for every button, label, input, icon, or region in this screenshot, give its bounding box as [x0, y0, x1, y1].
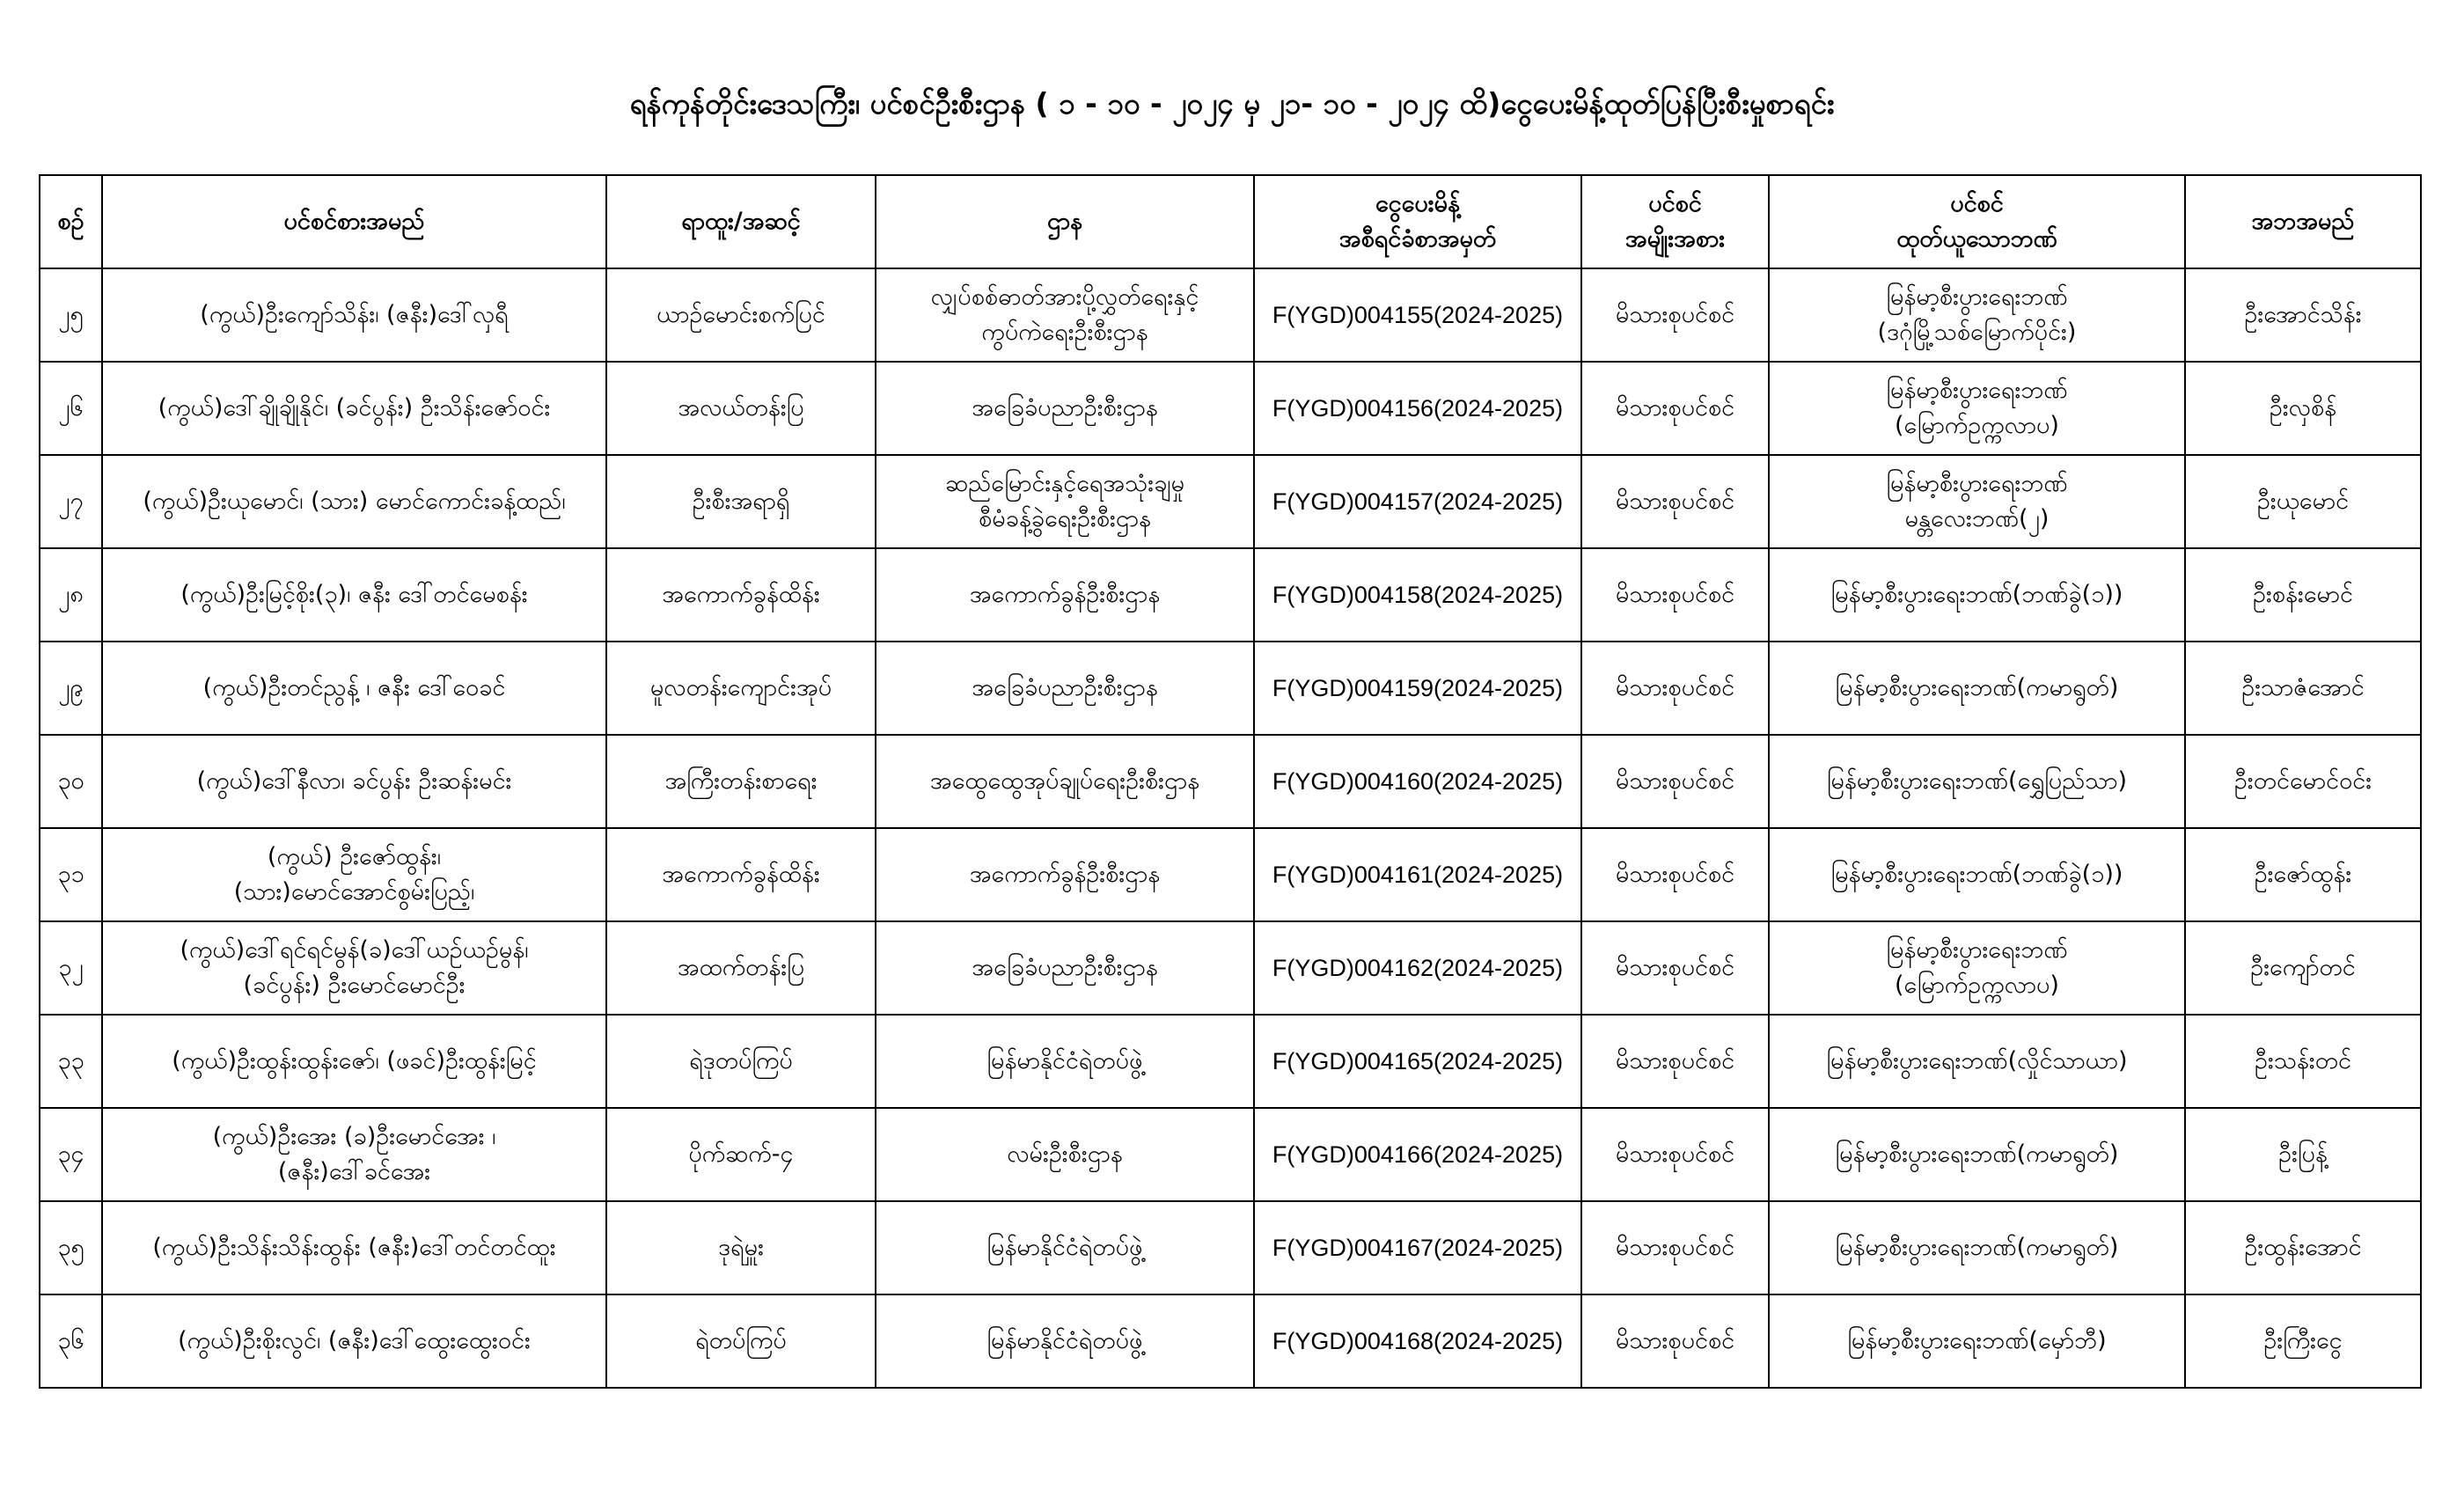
cell-rank-line: ယာဉ်မောင်းစက်ပြင် — [656, 301, 825, 328]
cell-bank-line: (မြောက်ဥက္ကလာပ) — [1895, 972, 2059, 999]
cell-pensioner-name-line: (ကွယ်)ဦးမြင့်စိုး(၃)၊ ဇနီး ဒေါ်တင်မေစန်း — [180, 581, 528, 608]
table-row — [40, 268, 2421, 362]
cell-pensioner-name-line: (ကွယ်)ဒေါ်ချိုချိုနိုင်၊ (ခင်ပွန်း) ဦးသိန်းဇော်ဝင်း — [158, 394, 551, 422]
cell-rank-line: ဦးစီးအရာရှိ — [692, 488, 790, 515]
cell-rank-line: အကြီးတန်းစာရေး — [664, 767, 818, 795]
cell-pension-type: မိသားစုပင်စင် — [1581, 1294, 1769, 1388]
cell-no: ၂၅ — [40, 268, 102, 362]
cell-father-name: ဦးလှစိန် — [2185, 362, 2421, 455]
cell-bank — [1769, 1201, 2185, 1294]
cell-bank-line: မြန်မာ့စီးပွားရေးဘဏ်(ရွှေပြည်သာ) — [1826, 767, 2128, 795]
cell-rank — [606, 1015, 876, 1108]
cell-pensioner-name — [102, 548, 606, 642]
cell-bank-line: မြန်မာ့စီးပွားရေးဘဏ်(ကမာရွတ်) — [1835, 674, 2119, 701]
table-body — [40, 268, 2421, 1388]
cell-order-number: F(YGD)004156(2024-2025) — [1254, 362, 1581, 455]
cell-rank — [606, 1294, 876, 1388]
cell-department — [876, 548, 1254, 642]
cell-rank-line: ရဲတပ်ကြပ် — [695, 1327, 787, 1354]
cell-pension-type: မိသားစုပင်စင် — [1581, 362, 1769, 455]
cell-bank — [1769, 735, 2185, 828]
cell-department-line: အထွေထွေအုပ်ချုပ်ရေးဦးစီးဌာန — [929, 767, 1200, 795]
cell-pensioner-name-line: (ကွယ်)ဦးအေး (ခ)ဦးမောင်အေး ၊ — [212, 1123, 496, 1150]
table-row — [40, 1108, 2421, 1201]
cell-department-line: အကောက်ခွန်ဦးစီးဌာန — [969, 581, 1161, 608]
cell-order-number: F(YGD)004155(2024-2025) — [1254, 268, 1581, 362]
header-text: ပင်စင် — [1950, 190, 2004, 217]
cell-pensioner-name — [102, 455, 606, 548]
cell-bank-line: မန္တလေးဘဏ်(၂) — [1904, 505, 2050, 532]
cell-pensioner-name-line: (ကွယ်)ဒေါ်နီလာ၊ ခင်ပွန်း ဦးဆန်းမင်း — [196, 767, 512, 795]
header-text: ပင်စင်စားအမည် — [283, 208, 425, 235]
header-department — [876, 175, 1254, 268]
cell-no: ၃၀ — [40, 735, 102, 828]
cell-order-number: F(YGD)004165(2024-2025) — [1254, 1015, 1581, 1108]
header-text: အမျိုးအစား — [1624, 225, 1726, 253]
cell-department-line: မြန်မာနိုင်ငံရဲတပ်ဖွဲ့ — [986, 1234, 1143, 1261]
cell-no: ၃၃ — [40, 1015, 102, 1108]
cell-department-line: မြန်မာနိုင်ငံရဲတပ်ဖွဲ့ — [986, 1047, 1143, 1074]
cell-order-number: F(YGD)004157(2024-2025) — [1254, 455, 1581, 548]
table-row — [40, 828, 2421, 921]
cell-rank — [606, 828, 876, 921]
cell-pension-type: မိသားစုပင်စင် — [1581, 921, 1769, 1015]
table-row — [40, 1294, 2421, 1388]
header-pensioner-name — [102, 175, 606, 268]
header-text: ပင်စင် — [1648, 190, 1702, 217]
cell-rank-line: အကောက်ခွန်ထိန်း — [662, 861, 820, 888]
cell-pensioner-name — [102, 1294, 606, 1388]
cell-rank — [606, 921, 876, 1015]
table-row — [40, 921, 2421, 1015]
cell-department-line: လမ်းဦးစီးဌာန — [1007, 1140, 1123, 1168]
cell-no: ၂၆ — [40, 362, 102, 455]
cell-pensioner-name-line: (ကွယ်)ဦးထွန်းထွန်းဇော်၊ (ဖခင်)ဦးထွန်းမြင့် — [172, 1047, 537, 1074]
header-bank — [1769, 175, 2185, 268]
cell-pension-type: မိသားစုပင်စင် — [1581, 642, 1769, 735]
cell-bank-line: မြန်မာ့စီးပွားရေးဘဏ် — [1886, 283, 2068, 311]
cell-rank-line: ဒုရဲမှူး — [718, 1234, 764, 1261]
table-row — [40, 1015, 2421, 1108]
cell-bank — [1769, 642, 2185, 735]
cell-rank-line: အကောက်ခွန်ထိန်း — [662, 581, 820, 608]
header-text: အဘအမည် — [2251, 208, 2355, 235]
cell-department — [876, 1294, 1254, 1388]
cell-rank-line: အလယ်တန်းပြ — [678, 394, 804, 422]
cell-pensioner-name-line: (ကွယ်)ဒေါ်ရင်ရင်မွန်(ခ)ဒေါ်ယဉ်ယဉ်မွန်၊ — [180, 936, 529, 964]
cell-father-name: ဦးပြန့် — [2185, 1108, 2421, 1201]
cell-pensioner-name-line: (ကွယ်)ဦးသိန်းသိန်းထွန်း (ဇနီး)ဒေါ်တင်တင်ထူး — [152, 1234, 556, 1261]
cell-pension-type: မိသားစုပင်စင် — [1581, 548, 1769, 642]
cell-order-number: F(YGD)004161(2024-2025) — [1254, 828, 1581, 921]
cell-father-name: ဦးယုမောင် — [2185, 455, 2421, 548]
cell-bank — [1769, 828, 2185, 921]
cell-department — [876, 268, 1254, 362]
cell-pensioner-name — [102, 642, 606, 735]
cell-bank-line: မြန်မာ့စီးပွားရေးဘဏ် — [1886, 377, 2068, 404]
cell-no: ၃၂ — [40, 921, 102, 1015]
cell-father-name: ဦးတင်မောင်ဝင်း — [2185, 735, 2421, 828]
cell-pensioner-name — [102, 1015, 606, 1108]
cell-pension-type: မိသားစုပင်စင် — [1581, 268, 1769, 362]
header-order-number — [1254, 175, 1581, 268]
cell-bank-line: မြန်မာ့စီးပွားရေးဘဏ်(ကမာရွတ်) — [1835, 1234, 2119, 1261]
table-row — [40, 1201, 2421, 1294]
cell-bank-line: မြန်မာ့စီးပွားရေးဘဏ်(ဘဏ်ခွဲ(၁)) — [1830, 581, 2123, 608]
header-no — [40, 175, 102, 268]
cell-pensioner-name — [102, 1201, 606, 1294]
cell-no: ၂၈ — [40, 548, 102, 642]
cell-father-name: ဦးကြီးငွေ — [2185, 1294, 2421, 1388]
cell-order-number: F(YGD)004168(2024-2025) — [1254, 1294, 1581, 1388]
table-row — [40, 548, 2421, 642]
cell-pensioner-name — [102, 1108, 606, 1201]
cell-bank-line: မြန်မာ့စီးပွားရေးဘဏ် — [1886, 936, 2068, 964]
cell-order-number: F(YGD)004162(2024-2025) — [1254, 921, 1581, 1015]
cell-bank — [1769, 1108, 2185, 1201]
cell-department — [876, 642, 1254, 735]
cell-order-number: F(YGD)004167(2024-2025) — [1254, 1201, 1581, 1294]
cell-department-line: ကွပ်ကဲရေးဦးစီးဌာန — [981, 319, 1148, 346]
cell-pensioner-name — [102, 735, 606, 828]
cell-bank-line: (ဒဂုံမြို့သစ်မြောက်ပိုင်း) — [1877, 319, 2077, 346]
cell-order-number: F(YGD)004158(2024-2025) — [1254, 548, 1581, 642]
cell-pensioner-name-line: (ခင်ပွန်း) ဦးမောင်မောင်ဦး — [243, 972, 466, 999]
cell-father-name: ဦးအောင်သိန်း — [2185, 268, 2421, 362]
cell-pensioner-name-line: (ကွယ်)ဦးတင်ညွန့် ၊ ဇနီး ဒေါ်ဝေခင် — [202, 674, 506, 701]
cell-department-line: အခြေခံပညာဦးစီးဌာန — [972, 394, 1158, 422]
cell-department-line: အကောက်ခွန်ဦးစီးဌာန — [969, 861, 1161, 888]
cell-rank — [606, 1108, 876, 1201]
cell-no: ၃၅ — [40, 1201, 102, 1294]
table-header-row — [40, 175, 2421, 268]
cell-rank — [606, 362, 876, 455]
cell-pensioner-name — [102, 268, 606, 362]
cell-rank-line: အထက်တန်းပြ — [677, 954, 805, 981]
cell-bank-line: မြန်မာ့စီးပွားရေးဘဏ်(လှိုင်သာယာ) — [1826, 1047, 2128, 1074]
table-row — [40, 455, 2421, 548]
cell-rank-line: ပိုက်ဆက်-၄ — [688, 1140, 794, 1168]
cell-bank — [1769, 548, 2185, 642]
cell-father-name: ဦးဇော်ထွန်း — [2185, 828, 2421, 921]
cell-order-number: F(YGD)004166(2024-2025) — [1254, 1108, 1581, 1201]
cell-department-line: အခြေခံပညာဦးစီးဌာန — [972, 674, 1158, 701]
cell-pension-type: မိသားစုပင်စင် — [1581, 1201, 1769, 1294]
cell-pension-type: မိသားစုပင်စင် — [1581, 828, 1769, 921]
cell-department-line: ဆည်မြောင်းနှင့်ရေအသုံးချမှု — [944, 470, 1184, 497]
cell-bank-line: မြန်မာ့စီးပွားရေးဘဏ် — [1886, 470, 2068, 497]
cell-rank-line: မူလတန်းကျောင်းအုပ် — [649, 674, 832, 701]
cell-rank — [606, 1201, 876, 1294]
cell-department — [876, 1015, 1254, 1108]
header-text: ထုတ်ယူသောဘဏ် — [1896, 225, 2057, 253]
cell-no: ၃၆ — [40, 1294, 102, 1388]
cell-rank — [606, 735, 876, 828]
cell-pensioner-name-line: (ကွယ်) ဦးဇော်ထွန်း၊ — [267, 843, 442, 870]
cell-pension-type: မိသားစုပင်စင် — [1581, 1015, 1769, 1108]
cell-pensioner-name-line: (ဇနီး)ဒေါ်ခင်အေး — [277, 1158, 431, 1185]
table-row — [40, 735, 2421, 828]
cell-department-line: အခြေခံပညာဦးစီးဌာန — [972, 954, 1158, 981]
cell-no: ၃၁ — [40, 828, 102, 921]
cell-rank — [606, 268, 876, 362]
cell-bank — [1769, 1294, 2185, 1388]
cell-pensioner-name — [102, 828, 606, 921]
cell-pension-type: မိသားစုပင်စင် — [1581, 1108, 1769, 1201]
cell-father-name: ဦးစန်းမောင် — [2185, 548, 2421, 642]
cell-pensioner-name — [102, 921, 606, 1015]
cell-bank — [1769, 268, 2185, 362]
cell-rank — [606, 548, 876, 642]
cell-department-line: စီမံခန့်ခွဲရေးဦးစီးဌာန — [979, 505, 1151, 532]
cell-department — [876, 1108, 1254, 1201]
cell-father-name: ဦးထွန်းအောင် — [2185, 1201, 2421, 1294]
cell-bank-line: (မြောက်ဥက္ကလာပ) — [1895, 412, 2059, 439]
header-text: အစီရင်ခံစာအမှတ် — [1338, 225, 1497, 253]
cell-pensioner-name — [102, 362, 606, 455]
cell-department — [876, 455, 1254, 548]
header-text: စဉ် — [57, 208, 84, 235]
table-row — [40, 642, 2421, 735]
header-text: ရာထူး/အဆင့် — [681, 208, 801, 235]
header-text: ငွေပေးမိန့် — [1375, 190, 1460, 217]
cell-department-line: မြန်မာနိုင်ငံရဲတပ်ဖွဲ့ — [986, 1327, 1143, 1354]
cell-department — [876, 828, 1254, 921]
cell-father-name: ဦးကျော်တင် — [2185, 921, 2421, 1015]
cell-pensioner-name-line: (ကွယ်)ဦးယုမောင်၊ (သား) မောင်ကောင်းခန့်ထည်၊ — [143, 488, 566, 515]
cell-department — [876, 921, 1254, 1015]
cell-order-number: F(YGD)004159(2024-2025) — [1254, 642, 1581, 735]
header-father-name — [2185, 175, 2421, 268]
cell-department — [876, 735, 1254, 828]
cell-rank — [606, 642, 876, 735]
cell-bank-line: မြန်မာ့စီးပွားရေးဘဏ်(မှော်ဘီ) — [1847, 1327, 2107, 1354]
cell-father-name: ဦးသန်းတင် — [2185, 1015, 2421, 1108]
document-title: ရန်ကုန်တိုင်းဒေသကြီး၊ ပင်စင်ဦးစီးဌာန ( ၁ - ၁၀ - ၂၀၂၄ မှ ၂၁- ၁၀ - ၂၀၂၄ ထိ)ငွေပေးမိန့်ထုတ်ပြန်ပြီးစီးမှုစာရင်း — [629, 86, 1835, 121]
cell-father-name: ဦးသာဇံအောင် — [2185, 642, 2421, 735]
pension-table — [39, 174, 2422, 1389]
cell-bank-line: မြန်မာ့စီးပွားရေးဘဏ်(ကမာရွတ်) — [1835, 1140, 2119, 1168]
header-text: ဌာန — [1046, 208, 1083, 235]
cell-department — [876, 1201, 1254, 1294]
cell-bank-line: မြန်မာ့စီးပွားရေးဘဏ်(ဘဏ်ခွဲ(၁)) — [1830, 861, 2123, 888]
cell-bank — [1769, 921, 2185, 1015]
header-rank — [606, 175, 876, 268]
cell-bank — [1769, 455, 2185, 548]
cell-department-line: လျှပ်စစ်ဓာတ်အားပို့လွှတ်ရေးနှင့် — [930, 283, 1199, 311]
cell-pension-type: မိသားစုပင်စင် — [1581, 735, 1769, 828]
cell-bank — [1769, 362, 2185, 455]
cell-rank — [606, 455, 876, 548]
table-row — [40, 362, 2421, 455]
cell-pension-type: မိသားစုပင်စင် — [1581, 455, 1769, 548]
header-pension-type — [1581, 175, 1769, 268]
cell-no: ၂၉ — [40, 642, 102, 735]
cell-no: ၂၇ — [40, 455, 102, 548]
cell-no: ၃၄ — [40, 1108, 102, 1201]
cell-department — [876, 362, 1254, 455]
cell-bank — [1769, 1015, 2185, 1108]
cell-pensioner-name-line: (ကွယ်)ဦးကျော်သိန်း၊ (ဇနီး)ဒေါ်လှရီ — [200, 301, 509, 328]
cell-pensioner-name-line: (ကွယ်)ဦးစိုးလွင်၊ (ဇနီး)ဒေါ်ထွေးထွေးဝင်း — [178, 1327, 531, 1354]
cell-rank-line: ရဲဒုတပ်ကြပ် — [689, 1047, 793, 1074]
cell-order-number: F(YGD)004160(2024-2025) — [1254, 735, 1581, 828]
cell-pensioner-name-line: (သား)မောင်အောင်စွမ်းပြည့်၊ — [233, 878, 475, 906]
